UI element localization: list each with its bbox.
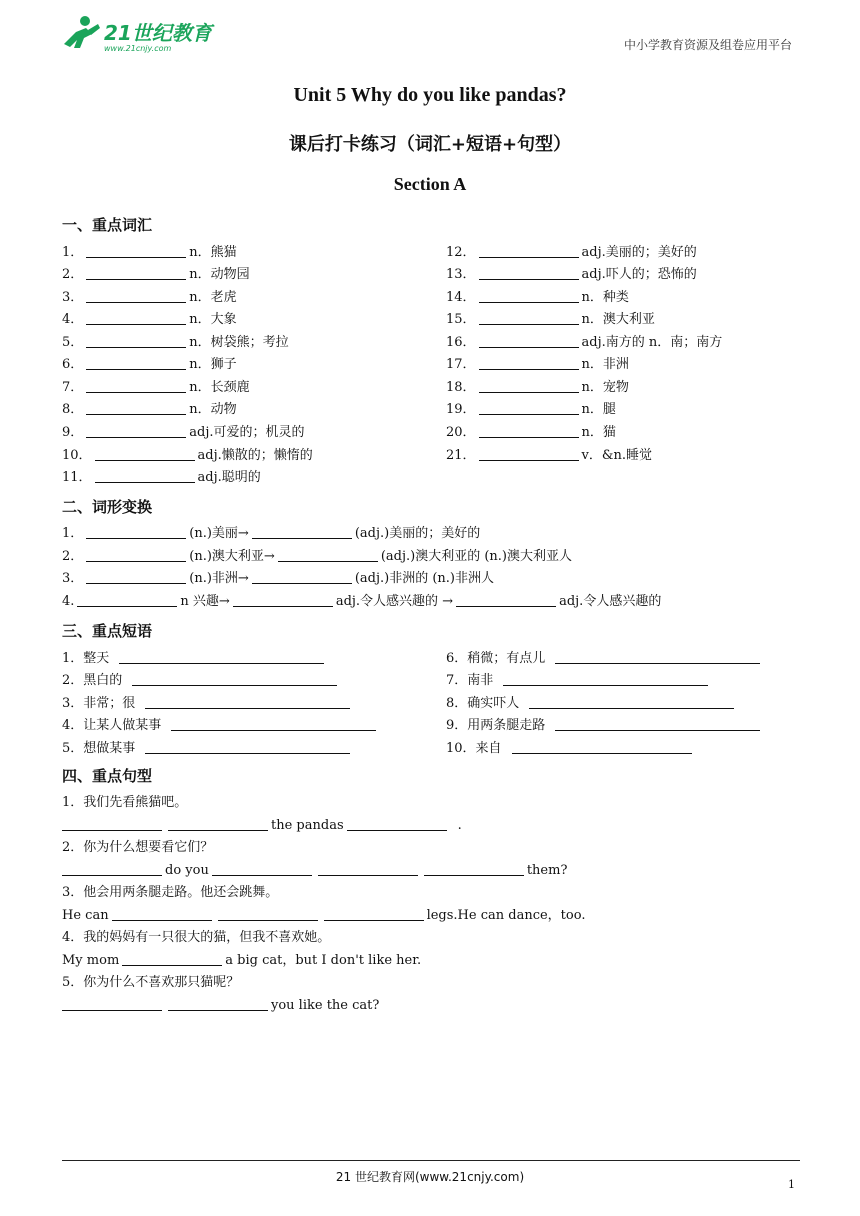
- vocab-item: 16． adj.南方的 n．南；南方: [446, 335, 723, 350]
- phrase-item: 10．来自: [446, 739, 695, 759]
- sentence-answer: do you them?: [62, 861, 567, 881]
- answer-blank[interactable]: [86, 310, 186, 325]
- answer-blank[interactable]: [555, 649, 760, 664]
- sentence-prompt: 2．你为什么想要看它们？: [62, 840, 214, 855]
- answer-blank[interactable]: [456, 592, 556, 607]
- phrase-item: 9．用两条腿走路: [446, 716, 763, 736]
- vocab-item: 21． v．&n.睡觉: [446, 448, 652, 463]
- sentence-answer: My mom a big cat，but I don't like her.: [62, 953, 422, 968]
- sentence-prompt: 4．我的妈妈有一只很大的猫，但我不喜欢她。: [62, 930, 331, 945]
- answer-blank[interactable]: [132, 671, 337, 686]
- answer-blank[interactable]: [112, 906, 212, 921]
- vocab-item: 5． n．树袋熊；考拉: [62, 335, 289, 350]
- form-item: 3． (n.)非洲→ (adj.)非洲的 (n.)非洲人: [62, 571, 494, 586]
- answer-blank[interactable]: [86, 243, 186, 258]
- page-title: Unit 5 Why do you like pandas?: [293, 84, 567, 106]
- logo-text: 21世纪教育: [104, 21, 212, 45]
- answer-blank[interactable]: [479, 265, 579, 280]
- section-heading-forms: 二、词形变换: [62, 498, 153, 516]
- answer-blank[interactable]: [122, 951, 222, 966]
- answer-blank[interactable]: [529, 694, 734, 709]
- vocab-item: 15． n．澳大利亚: [446, 312, 655, 327]
- phrase-item: 1．整天: [62, 649, 327, 669]
- vocab-item: 14． n．种类: [446, 290, 629, 305]
- vocab-item: 13． adj.吓人的；恐怖的: [446, 267, 697, 282]
- page-number: 1: [788, 1178, 795, 1191]
- answer-blank[interactable]: [145, 694, 350, 709]
- answer-blank[interactable]: [479, 333, 579, 348]
- answer-blank[interactable]: [95, 446, 195, 461]
- answer-blank[interactable]: [171, 716, 376, 731]
- brand-logo: [58, 14, 228, 54]
- answer-blank[interactable]: [479, 423, 579, 438]
- answer-blank[interactable]: [62, 861, 162, 876]
- answer-blank[interactable]: [479, 446, 579, 461]
- phrase-item: 5．想做某事: [62, 739, 353, 759]
- answer-blank[interactable]: [86, 547, 186, 562]
- phrase-item: 7．南非: [446, 671, 711, 691]
- section-heading-phrases: 三、重点短语: [62, 622, 153, 640]
- vocab-item: 20． n．猫: [446, 425, 616, 440]
- vocab-item: 12． adj.美丽的；美好的: [446, 245, 697, 260]
- page-subtitle: 课后打卡练习（词汇+短语+句型）: [288, 134, 572, 155]
- answer-blank[interactable]: [347, 816, 447, 831]
- form-item: 1． (n.)美丽→ (adj.)美丽的；美好的: [62, 526, 481, 541]
- answer-blank[interactable]: [318, 861, 418, 876]
- vocab-item: 6． n．狮子: [62, 357, 237, 372]
- answer-blank[interactable]: [86, 333, 186, 348]
- vocab-item: 17． n．非洲: [446, 357, 629, 372]
- footer-site: 21 世纪教育网(www.21cnjy.com): [335, 1170, 525, 1184]
- answer-blank[interactable]: [77, 592, 177, 607]
- phrase-item: 8．确实吓人: [446, 694, 737, 714]
- vocab-item: 9． adj.可爱的；机灵的: [62, 425, 305, 440]
- vocab-item: 1． n．熊猫: [62, 245, 237, 260]
- answer-blank[interactable]: [555, 716, 760, 731]
- vocab-item: 3． n．老虎: [62, 290, 237, 305]
- sentence-prompt: 5．你为什么不喜欢那只猫呢？: [62, 975, 240, 990]
- answer-blank[interactable]: [252, 569, 352, 584]
- answer-blank[interactable]: [86, 400, 186, 415]
- sentence-answer: the pandas .: [62, 816, 462, 836]
- vocab-item: 19． n．腿: [446, 402, 616, 417]
- sentence-prompt: 1．我们先看熊猫吧。: [62, 795, 188, 810]
- answer-blank[interactable]: [86, 288, 186, 303]
- vocab-item: 11． adj.聪明的: [62, 470, 261, 485]
- answer-blank[interactable]: [479, 355, 579, 370]
- phrase-item: 3．非常；很: [62, 694, 353, 714]
- section-heading-sentences: 四、重点句型: [62, 767, 153, 785]
- answer-blank[interactable]: [86, 378, 186, 393]
- answer-blank[interactable]: [233, 592, 333, 607]
- phrase-item: 4．让某人做某事: [62, 716, 379, 736]
- answer-blank[interactable]: [86, 423, 186, 438]
- answer-blank[interactable]: [145, 739, 350, 754]
- vocab-item: 7． n．长颈鹿: [62, 380, 250, 395]
- answer-blank[interactable]: [424, 861, 524, 876]
- sentence-answer: you like the cat?: [62, 996, 379, 1016]
- answer-blank[interactable]: [86, 524, 186, 539]
- logo-url: www.21cnjy.com: [104, 44, 172, 53]
- answer-blank[interactable]: [479, 400, 579, 415]
- answer-blank[interactable]: [503, 671, 708, 686]
- vocab-item: 10． adj.懒散的；懒惰的: [62, 448, 313, 463]
- answer-blank[interactable]: [479, 243, 579, 258]
- section-label: Section A: [393, 174, 467, 194]
- answer-blank[interactable]: [168, 996, 268, 1011]
- phrase-item: 2．黑白的: [62, 671, 340, 691]
- answer-blank[interactable]: [95, 468, 195, 483]
- answer-blank[interactable]: [479, 378, 579, 393]
- answer-blank[interactable]: [62, 996, 162, 1011]
- answer-blank[interactable]: [168, 816, 268, 831]
- form-item: 4. n 兴趣→ adj.令人感兴趣的 → adj.令人感兴趣的: [62, 594, 662, 609]
- vocab-item: 8． n．动物: [62, 402, 237, 417]
- answer-blank[interactable]: [119, 649, 324, 664]
- answer-blank[interactable]: [479, 288, 579, 303]
- sentence-prompt: 3．他会用两条腿走路。他还会跳舞。: [62, 885, 279, 900]
- form-item: 2． (n.)澳大利亚→ (adj.)澳大利亚的 (n.)澳大利亚人: [62, 549, 572, 564]
- section-heading-vocab: 一、重点词汇: [62, 216, 153, 234]
- sentence-answer: He can legs.He can dance，too.: [62, 908, 586, 923]
- answer-blank[interactable]: [218, 906, 318, 921]
- answer-blank[interactable]: [86, 355, 186, 370]
- vocab-item: 4． n．大象: [62, 312, 237, 327]
- answer-blank[interactable]: [86, 569, 186, 584]
- platform-name: 中小学教育资源及组卷应用平台: [623, 38, 792, 52]
- answer-blank[interactable]: [252, 524, 352, 539]
- vocab-item: 2． n．动物园: [62, 267, 250, 282]
- answer-blank[interactable]: [278, 547, 378, 562]
- answer-blank[interactable]: [62, 816, 162, 831]
- answer-blank[interactable]: [212, 861, 312, 876]
- answer-blank[interactable]: [512, 739, 692, 754]
- answer-blank[interactable]: [86, 265, 186, 280]
- vocab-item: 18． n．宠物: [446, 380, 629, 395]
- answer-blank[interactable]: [479, 310, 579, 325]
- phrase-item: 6．稍微；有点儿: [446, 649, 763, 669]
- footer-divider: [62, 1160, 800, 1161]
- answer-blank[interactable]: [324, 906, 424, 921]
